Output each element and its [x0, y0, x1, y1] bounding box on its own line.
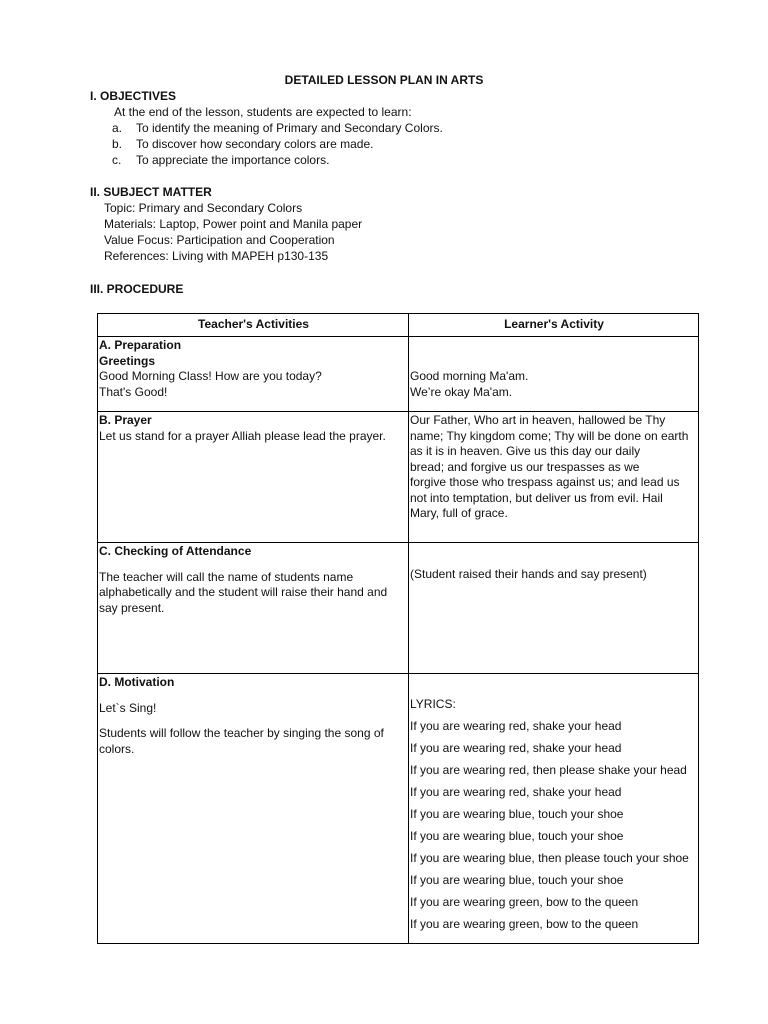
objective-label: c.: [112, 153, 122, 167]
teacher-cell: [98, 674, 409, 944]
teacher-cell: [98, 412, 409, 543]
lyric-line: If you are wearing green, bow to the queen: [410, 895, 639, 909]
lyric-line: If you are wearing blue, touch your shoe: [410, 873, 624, 887]
lyric-line: If you are wearing blue, then please touch your shoe: [410, 851, 689, 865]
learner-cell: [409, 543, 699, 674]
teacher-line: Let us stand for a prayer Alliah please lead the prayer.: [99, 428, 386, 443]
lyric-line: If you are wearing blue, touch your shoe: [410, 807, 624, 821]
teacher-cell: [98, 543, 409, 674]
table-row-prayer: [98, 412, 699, 543]
learner-cell: [409, 337, 699, 412]
teacher-cell: [98, 337, 409, 412]
subject-matter-heading: II. SUBJECT MATTER: [90, 185, 212, 199]
lyric-line: If you are wearing red, shake your head: [410, 719, 622, 733]
objective-label: a.: [112, 121, 123, 135]
lyric-line: If you are wearing blue, touch your shoe: [410, 829, 624, 843]
learner-line: forgive those who trespass against us; and lead us: [410, 475, 680, 489]
objective-text: To discover how secondary colors are made.: [136, 137, 374, 151]
table-row-preparation: [98, 337, 699, 412]
objective-label: b.: [112, 137, 123, 151]
procedure-table: [97, 313, 699, 944]
learner-line: bread; and forgive us our trespasses as we: [410, 459, 640, 474]
learner-line: We’re okay Ma'am.: [410, 384, 513, 399]
section-subtitle: Greetings: [99, 353, 156, 368]
learner-cell: [409, 412, 699, 543]
document-title: DETAILED LESSON PLAN IN ARTS: [284, 73, 484, 87]
lyric-line: If you are wearing green, bow to the queen: [410, 917, 639, 931]
section-title: A. Preparation: [99, 338, 182, 352]
learner-cell: [409, 674, 699, 944]
lyrics-label: LYRICS:: [410, 697, 456, 711]
teacher-line: Good Morning Class! How are you today?: [99, 369, 322, 383]
section-title: B. Prayer: [99, 413, 152, 427]
teacher-column-header: Teacher's Activities: [98, 314, 409, 337]
subject-materials: Materials: Laptop, Power point and Manila paper: [104, 217, 363, 231]
subject-value-focus: Value Focus: Participation and Cooperation: [104, 233, 335, 247]
table-row-motivation: [98, 674, 699, 944]
teacher-line: Students will follow the teacher by singing the song of: [99, 726, 384, 740]
objective-text: To identify the meaning of Primary and Secondary Colors.: [136, 121, 443, 135]
objectives-intro: At the end of the lesson, students are expected to learn:: [114, 105, 412, 119]
subject-references: References: Living with MAPEH p130-135: [104, 249, 329, 263]
section-title: D. Motivation: [99, 675, 175, 689]
teacher-line: Let`s Sing!: [99, 700, 157, 715]
teacher-line: That's Good!: [99, 384, 168, 399]
learner-column-header: Learner's Activity: [409, 314, 699, 337]
objectives-heading: I. OBJECTIVES: [90, 89, 177, 103]
table-row-attendance: [98, 543, 699, 674]
teacher-line: The teacher will call the name of students name: [99, 569, 354, 584]
teacher-line: alphabetically and the student will raise their hand and: [99, 585, 388, 599]
teacher-line: colors.: [99, 741, 135, 756]
learner-line: (Student raised their hands and say present): [410, 567, 647, 581]
lyric-line: If you are wearing red, shake your head: [410, 741, 622, 755]
learner-line: Mary, full of grace.: [410, 506, 508, 520]
learner-line: Good morning Ma'am.: [410, 369, 529, 383]
section-title: C. Checking of Attendance: [99, 544, 252, 558]
learner-line: Our Father, Who art in heaven, hallowed be Thy: [410, 413, 666, 427]
subject-topic: Topic: Primary and Secondary Colors: [104, 201, 303, 215]
procedure-heading: III. PROCEDURE: [90, 282, 184, 296]
teacher-line: say present.: [99, 600, 165, 615]
lyric-line: If you are wearing red, shake your head: [410, 785, 622, 799]
objective-text: To appreciate the importance colors.: [136, 153, 330, 167]
table-header-row: [98, 314, 699, 337]
learner-line: name; Thy kingdom come; Thy will be done on earth: [410, 428, 689, 443]
learner-line: not into temptation, but deliver us from evil. Hail: [410, 490, 663, 505]
learner-line: as it is in heaven. Give us this day our daily: [410, 444, 641, 458]
lyric-line: If you are wearing red, then please shake your head: [410, 763, 687, 777]
